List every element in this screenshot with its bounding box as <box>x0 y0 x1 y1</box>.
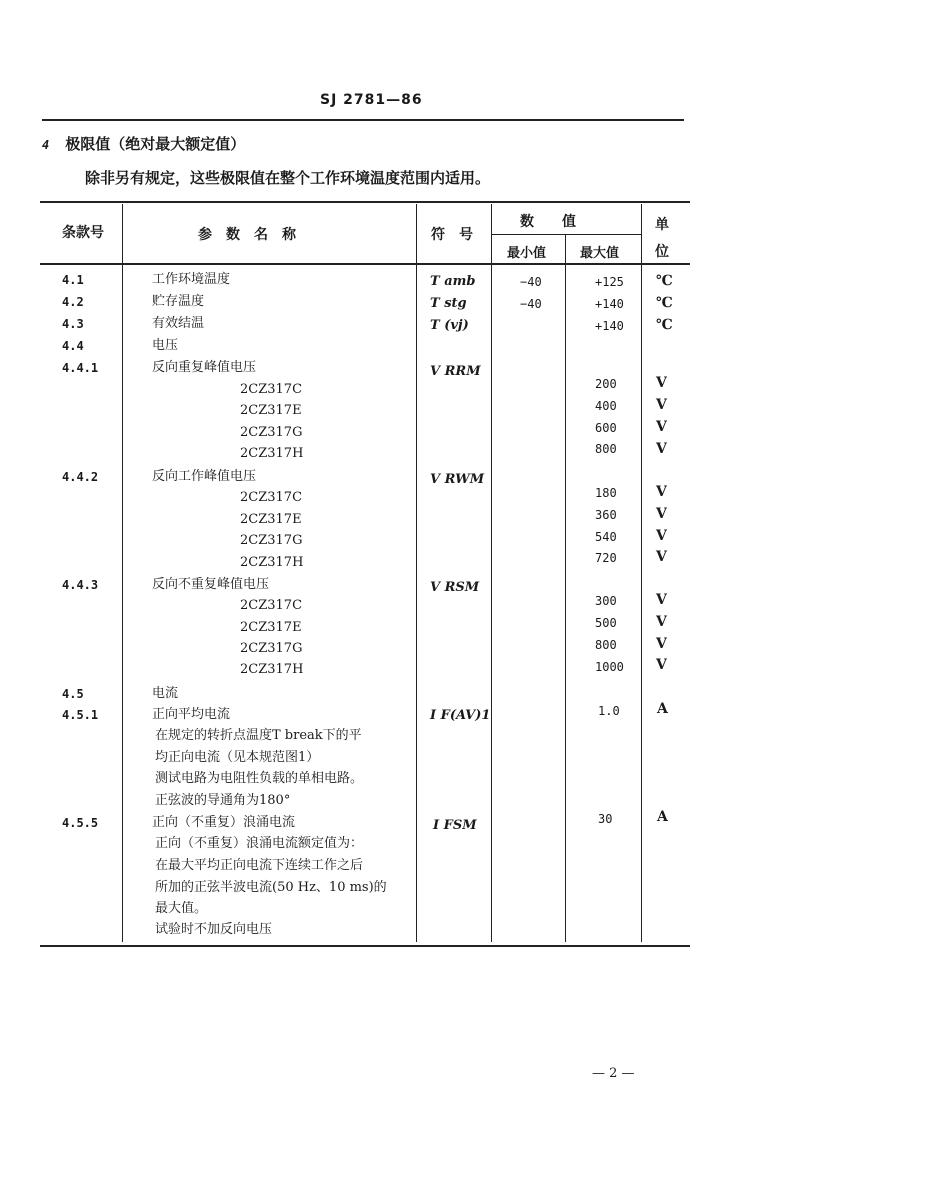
unit-cell: V <box>656 506 667 522</box>
param-cell: 反向重复峰值电压 <box>152 360 257 375</box>
max-value-cell: +125 <box>595 275 624 289</box>
unit-cell: V <box>656 614 667 630</box>
clause-cell: 4.5.1 <box>62 708 99 722</box>
value-subheader-rule <box>492 234 642 235</box>
symbol-cell: V RRM <box>430 364 481 379</box>
max-value-cell: 800 <box>595 442 617 456</box>
clause-cell: 4.2 <box>62 295 84 309</box>
param-cell: 电压 <box>152 338 179 353</box>
param-cell: 在规定的转折点温度T break下的平 <box>155 728 362 743</box>
col-divider-5 <box>641 204 642 942</box>
clause-cell: 4.4.1 <box>62 361 99 375</box>
section-heading <box>42 133 245 154</box>
max-value-cell: 800 <box>595 638 617 652</box>
symbol-cell: V RSM <box>430 580 480 595</box>
param-cell: 反向不重复峰值电压 <box>152 577 270 592</box>
param-cell: 电流 <box>152 686 179 701</box>
param-cell: 2CZ317E <box>240 620 302 635</box>
clause-cell: 4.4.3 <box>62 578 99 592</box>
max-value-cell: 30 <box>598 812 613 826</box>
unit-cell: ℃ <box>656 273 673 289</box>
param-cell: 在最大平均正向电流下连续工作之后 <box>155 858 364 873</box>
param-cell: 均正向电流（见本规范图1） <box>155 750 320 765</box>
unit-cell: V <box>656 657 667 673</box>
param-cell: 所加的正弦半波电流(50 Hz、10 ms)的 <box>155 880 387 895</box>
table-bottom-rule <box>40 945 690 947</box>
header-symbol: 符 号 <box>431 227 473 243</box>
header-rule <box>42 119 684 121</box>
clause-cell: 4.4 <box>62 339 84 353</box>
col-divider-1 <box>122 204 123 942</box>
unit-cell: A <box>657 701 668 717</box>
symbol-cell: T amb <box>430 274 476 289</box>
col-divider-3 <box>491 204 492 942</box>
header-value: 数 值 <box>520 214 576 230</box>
param-cell: 2CZ317C <box>240 598 303 613</box>
param-cell: 测试电路为电阻性负载的单相电路。 <box>155 771 364 786</box>
param-cell: 正向平均电流 <box>152 707 231 722</box>
clause-cell: 4.5.5 <box>62 816 99 830</box>
min-value-cell: −40 <box>520 297 542 311</box>
max-value-cell: 360 <box>595 508 617 522</box>
max-value-cell: 300 <box>595 594 617 608</box>
unit-cell: V <box>656 592 667 608</box>
unit-cell: V <box>656 636 667 652</box>
max-value-cell: +140 <box>595 319 624 333</box>
unit-cell: V <box>656 375 667 391</box>
clause-cell: 4.1 <box>62 273 84 287</box>
header-clause: 条款号 <box>62 225 104 241</box>
max-value-cell: 540 <box>595 530 617 544</box>
clause-cell: 4.4.2 <box>62 470 99 484</box>
param-cell: 2CZ317E <box>240 512 302 527</box>
param-cell: 最大值。 <box>155 901 208 916</box>
param-cell: 工作环境温度 <box>152 272 231 287</box>
page-number: — 2 — <box>592 1066 635 1081</box>
max-value-cell: 600 <box>595 421 617 435</box>
header-max: 最大值 <box>580 246 620 261</box>
max-value-cell: 500 <box>595 616 617 630</box>
header-param: 参 数 名 称 <box>198 227 296 243</box>
param-cell: 正弦波的导通角为180° <box>155 793 291 808</box>
param-cell: 2CZ317H <box>240 446 304 461</box>
unit-cell: A <box>657 809 668 825</box>
max-value-cell: 720 <box>595 551 617 565</box>
param-cell: 2CZ317E <box>240 403 302 418</box>
param-cell: 试验时不加反向电压 <box>155 922 273 937</box>
header-unit: 单位 <box>655 217 669 260</box>
param-cell: 2CZ317G <box>240 641 303 656</box>
param-cell: 2CZ317G <box>240 425 303 440</box>
unit-cell: ℃ <box>656 295 673 311</box>
symbol-cell: T (vj) <box>430 318 469 333</box>
param-cell: 有效结温 <box>152 316 205 331</box>
param-cell: 反向工作峰值电压 <box>152 469 257 484</box>
unit-cell: V <box>656 441 667 457</box>
max-value-cell: +140 <box>595 297 624 311</box>
unit-cell: V <box>656 549 667 565</box>
unit-cell: V <box>656 397 667 413</box>
symbol-cell: T stg <box>430 296 467 311</box>
param-cell: 正向（不重复）浪涌电流 <box>152 815 296 830</box>
param-cell: 贮存温度 <box>152 294 205 309</box>
symbol-cell: I FSM <box>433 818 477 833</box>
param-cell: 2CZ317C <box>240 490 303 505</box>
section-number: 4 <box>42 138 50 152</box>
param-cell: 2CZ317H <box>240 555 304 570</box>
unit-cell: V <box>656 528 667 544</box>
table-header-rule <box>40 263 690 265</box>
col-divider-4 <box>565 235 566 942</box>
section-title: 极限值（绝对最大额定值） <box>65 135 246 153</box>
max-value-cell: 200 <box>595 377 617 391</box>
max-value-cell: 400 <box>595 399 617 413</box>
symbol-cell: I F(AV)1 <box>430 708 491 723</box>
clause-cell: 4.5 <box>62 687 84 701</box>
unit-cell: ℃ <box>656 317 673 333</box>
clause-cell: 4.3 <box>62 317 84 331</box>
param-cell: 2CZ317C <box>240 382 303 397</box>
max-value-cell: 1.0 <box>598 704 620 718</box>
max-value-cell: 180 <box>595 486 617 500</box>
unit-cell: V <box>656 484 667 500</box>
min-value-cell: −40 <box>520 275 542 289</box>
param-cell: 正向（不重复）浪涌电流额定值为： <box>155 836 364 851</box>
col-divider-2 <box>416 204 417 942</box>
section-intro: 除非另有规定，这些极限值在整个工作环境温度范围内适用。 <box>85 169 491 187</box>
param-cell: 2CZ317G <box>240 533 303 548</box>
header-min: 最小值 <box>507 246 547 261</box>
max-value-cell: 1000 <box>595 660 624 674</box>
param-cell: 2CZ317H <box>240 662 304 677</box>
table-top-rule <box>40 201 690 203</box>
unit-cell: V <box>656 419 667 435</box>
standard-code-header: SJ 2781—86 <box>320 92 423 108</box>
symbol-cell: V RWM <box>430 472 485 487</box>
